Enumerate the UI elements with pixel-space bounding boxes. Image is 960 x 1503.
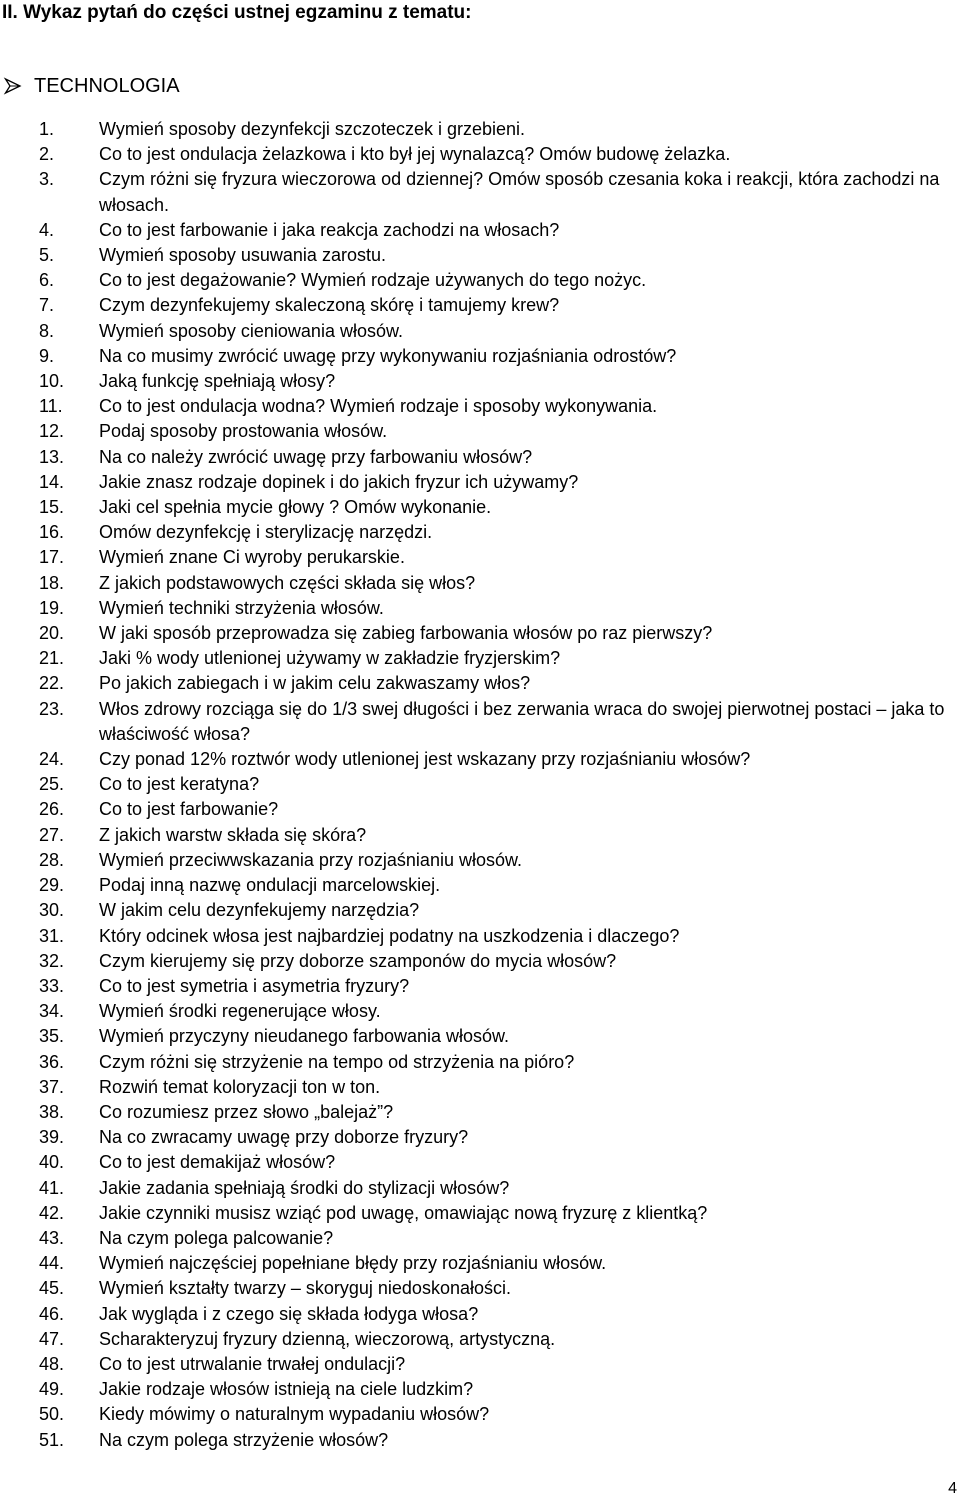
- question-text: Wymień kształty twarzy – skoryguj niedoskonałości.: [99, 1278, 511, 1299]
- question-text: Co to jest farbowanie i jaka reakcja zachodzi na włosach?: [99, 219, 560, 240]
- question-number: 46.: [39, 1303, 65, 1324]
- arrowhead-bullet-icon: [3, 76, 23, 96]
- section-title: TECHNOLOGIA: [34, 75, 180, 97]
- question-item: [0, 1024, 954, 1049]
- question-text: Co to jest utrwalanie trwałej ondulacji?: [99, 1353, 406, 1374]
- question-text: Jakie czynniki musisz wziąć pod uwagę, omawiając nową fryzurę z klientką?: [99, 1202, 708, 1223]
- question-item: [0, 545, 954, 570]
- question-number: 8.: [39, 320, 55, 341]
- question-text: Który odcinek włosa jest najbardziej podatny na uszkodzenia i dlaczego?: [99, 925, 680, 946]
- question-number: 35.: [39, 1026, 65, 1047]
- question-number: 34.: [39, 1001, 65, 1022]
- question-text: Jaki cel spełnia mycie głowy ? Omów wykonanie.: [99, 497, 492, 518]
- question-item: [0, 1150, 954, 1175]
- question-item: [0, 319, 954, 344]
- question-text: Co rozumiesz przez słowo „balejaż”?: [99, 1101, 394, 1122]
- question-number: 51.: [39, 1429, 65, 1450]
- question-item: [0, 268, 954, 293]
- question-item: [0, 823, 954, 848]
- question-item: [0, 898, 954, 923]
- question-text: Czym kierujemy się przy doborze szamponów do mycia włosów?: [99, 950, 617, 971]
- question-text: Wymień sposoby usuwania zarostu.: [99, 245, 386, 266]
- question-item: [0, 1428, 954, 1453]
- question-number: 5.: [39, 245, 55, 266]
- question-number: 14.: [39, 471, 65, 492]
- question-item: [0, 1176, 954, 1201]
- question-text: Wymień przyczyny nieudanego farbowania włosów.: [99, 1026, 510, 1047]
- question-number: 1.: [39, 119, 55, 139]
- question-list: [0, 117, 954, 1453]
- question-text: Wymień techniki strzyżenia włosów.: [99, 597, 384, 618]
- question-text: Co to jest farbowanie?: [99, 799, 279, 820]
- question-text: Co to jest degażowanie? Wymień rodzaje używanych do tego nożyc.: [99, 270, 647, 291]
- question-text: Na co należy zwrócić uwagę przy farbowaniu włosów?: [99, 446, 533, 467]
- question-number: 42.: [39, 1202, 65, 1223]
- page-heading: II. Wykaz pytań do części ustnej egzaminu z tematu:: [2, 2, 472, 23]
- question-number: 27.: [39, 824, 65, 845]
- question-item: [0, 999, 954, 1024]
- question-number: 11.: [39, 396, 63, 417]
- question-item: [0, 1075, 954, 1100]
- question-item: [0, 1276, 954, 1301]
- question-item: [0, 1201, 954, 1226]
- question-item: [0, 495, 954, 520]
- question-item: [0, 621, 954, 646]
- question-text: Wymień środki regenerujące włosy.: [99, 1001, 381, 1022]
- question-number: 6.: [39, 270, 55, 291]
- question-number: 17.: [39, 547, 65, 568]
- question-text: W jakim celu dezynfekujemy narzędzia?: [99, 900, 420, 921]
- question-item: [0, 571, 954, 596]
- question-item: [0, 671, 954, 696]
- question-item: [0, 470, 954, 495]
- question-item: [0, 747, 954, 772]
- question-number: 15.: [39, 497, 65, 518]
- question-text: Scharakteryzuj fryzury dzienną, wieczorową, artystyczną.: [99, 1328, 556, 1349]
- question-item: [0, 142, 954, 167]
- question-item: [0, 1125, 954, 1150]
- question-item: [0, 924, 954, 949]
- question-number: 20.: [39, 623, 65, 644]
- page-number: 4: [948, 1480, 957, 1497]
- question-number: 43.: [39, 1227, 65, 1248]
- question-text: Po jakich zabiegach i w jakim celu zakwaszamy włos?: [99, 673, 531, 694]
- question-item: [0, 848, 954, 873]
- question-text: Na co zwracamy uwagę przy doborze fryzury?: [99, 1127, 469, 1148]
- question-number: 39.: [39, 1127, 65, 1148]
- question-number: 29.: [39, 875, 65, 896]
- question-number: 31.: [39, 925, 65, 946]
- question-item: [0, 1352, 954, 1377]
- question-text: Wymień sposoby cieniowania włosów.: [99, 320, 403, 341]
- question-text: W jaki sposób przeprowadza się zabieg farbowania włosów po raz pierwszy?: [99, 623, 713, 644]
- question-number: 47.: [39, 1328, 65, 1349]
- question-text: Wymień najczęściej popełniane błędy przy rozjaśnianiu włosów.: [99, 1253, 607, 1274]
- question-number: 12.: [39, 421, 65, 442]
- question-item: [0, 394, 954, 419]
- question-number: 9.: [39, 345, 55, 366]
- question-item: [0, 1050, 954, 1075]
- question-text: Wymień sposoby dezynfekcji szczoteczek i grzebieni.: [99, 119, 526, 139]
- question-item: [0, 646, 954, 671]
- question-item: [0, 419, 954, 444]
- question-item: [0, 1100, 954, 1125]
- question-item: [0, 445, 954, 470]
- question-item: [0, 596, 954, 621]
- question-item: [0, 697, 954, 747]
- question-number: 2.: [39, 144, 55, 165]
- question-item: [0, 520, 954, 545]
- question-number: 16.: [39, 522, 65, 543]
- question-text: Jak wygląda i z czego się składa łodyga włosa?: [99, 1303, 479, 1324]
- question-number: 7.: [39, 295, 55, 316]
- question-number: 44.: [39, 1253, 65, 1274]
- question-number: 49.: [39, 1379, 65, 1400]
- question-item: [0, 1377, 954, 1402]
- question-number: 38.: [39, 1101, 65, 1122]
- question-text: Co to jest symetria i asymetria fryzury?: [99, 975, 410, 996]
- question-number: 19.: [39, 597, 65, 618]
- question-text: Co to jest ondulacja żelazkowa i kto był jej wynalazcą? Omów budowę żelazka.: [99, 144, 731, 165]
- question-text: Co to jest ondulacja wodna? Wymień rodzaje i sposoby wykonywania.: [99, 396, 658, 417]
- question-text: Co to jest demakijaż włosów?: [99, 1152, 336, 1173]
- question-text: Czym różni się fryzura wieczorowa od dziennej? Omów sposób czesania koka i reakcji, która zachodzi na włosach.: [99, 169, 940, 215]
- question-item: [0, 293, 954, 318]
- question-text: Podaj inną nazwę ondulacji marcelowskiej.: [99, 875, 441, 896]
- question-item: [0, 344, 954, 369]
- question-text: Omów dezynfekcję i sterylizację narzędzi.: [99, 522, 433, 543]
- question-number: 13.: [39, 446, 65, 467]
- question-text: Na czym polega strzyżenie włosów?: [99, 1429, 389, 1450]
- question-item: [0, 117, 954, 142]
- question-text: Wymień znane Ci wyroby perukarskie.: [99, 547, 405, 568]
- question-text: Rozwiń temat koloryzacji ton w ton.: [99, 1076, 381, 1097]
- section-header: [3, 71, 180, 101]
- question-item: [0, 1251, 954, 1276]
- question-number: 22.: [39, 673, 65, 694]
- question-item: [0, 1226, 954, 1251]
- question-number: 3.: [39, 169, 55, 190]
- question-number: 37.: [39, 1076, 65, 1097]
- question-text: Jaką funkcję spełniają włosy?: [99, 371, 336, 392]
- question-text: Na czym polega palcowanie?: [99, 1227, 334, 1248]
- question-text: Podaj sposoby prostowania włosów.: [99, 421, 388, 442]
- question-number: 18.: [39, 572, 65, 593]
- question-text: Jaki % wody utlenionej używamy w zakładzie fryzjerskim?: [99, 648, 561, 669]
- question-number: 32.: [39, 950, 65, 971]
- question-item: [0, 1302, 954, 1327]
- question-text: Włos zdrowy rozciąga się do 1/3 swej długości i bez zerwania wraca do swojej pierwotnej postaci – jaka to właściwość włosa?: [99, 698, 945, 744]
- question-number: 33.: [39, 975, 65, 996]
- question-number: 24.: [39, 749, 65, 770]
- question-text: Czym dezynfekujemy skaleczoną skórę i tamujemy krew?: [99, 295, 560, 316]
- question-item: [0, 974, 954, 999]
- question-text: Z jakich warstw składa się skóra?: [99, 824, 367, 845]
- question-item: [0, 797, 954, 822]
- question-item: [0, 873, 954, 898]
- question-number: 50.: [39, 1404, 65, 1425]
- question-number: 48.: [39, 1353, 65, 1374]
- question-number: 4.: [39, 219, 55, 240]
- question-number: 45.: [39, 1278, 65, 1299]
- question-item: [0, 218, 954, 243]
- question-number: 40.: [39, 1152, 65, 1173]
- question-number: 36.: [39, 1051, 65, 1072]
- question-text: Z jakich podstawowych części składa się włos?: [99, 572, 476, 593]
- question-item: [0, 949, 954, 974]
- question-item: [0, 1327, 954, 1352]
- question-text: Jakie znasz rodzaje dopinek i do jakich fryzur ich używamy?: [99, 471, 579, 492]
- question-text: Kiedy mówimy o naturalnym wypadaniu włosów?: [99, 1404, 490, 1425]
- question-number: 41.: [39, 1177, 65, 1198]
- question-number: 30.: [39, 900, 65, 921]
- question-number: 23.: [39, 698, 65, 719]
- question-item: [0, 243, 954, 268]
- question-item: [0, 369, 954, 394]
- question-text: Jakie rodzaje włosów istnieją na ciele ludzkim?: [99, 1379, 474, 1400]
- question-item: [0, 772, 954, 797]
- question-text: Na co musimy zwrócić uwagę przy wykonywaniu rozjaśniania odrostów?: [99, 345, 677, 366]
- question-text: Co to jest keratyna?: [99, 774, 260, 795]
- question-text: Jakie zadania spełniają środki do stylizacji włosów?: [99, 1177, 510, 1198]
- question-text: Czy ponad 12% roztwór wody utlenionej jest wskazany przy rozjaśnianiu włosów?: [99, 749, 751, 770]
- question-item: [0, 167, 954, 217]
- question-number: 28.: [39, 849, 65, 870]
- question-number: 26.: [39, 799, 65, 820]
- question-item: [0, 1402, 954, 1427]
- question-number: 21.: [39, 648, 65, 669]
- question-number: 10.: [39, 371, 65, 392]
- question-text: Czym różni się strzyżenie na tempo od strzyżenia na pióro?: [99, 1051, 575, 1072]
- question-number: 25.: [39, 774, 65, 795]
- question-text: Wymień przeciwwskazania przy rozjaśnianiu włosów.: [99, 849, 522, 870]
